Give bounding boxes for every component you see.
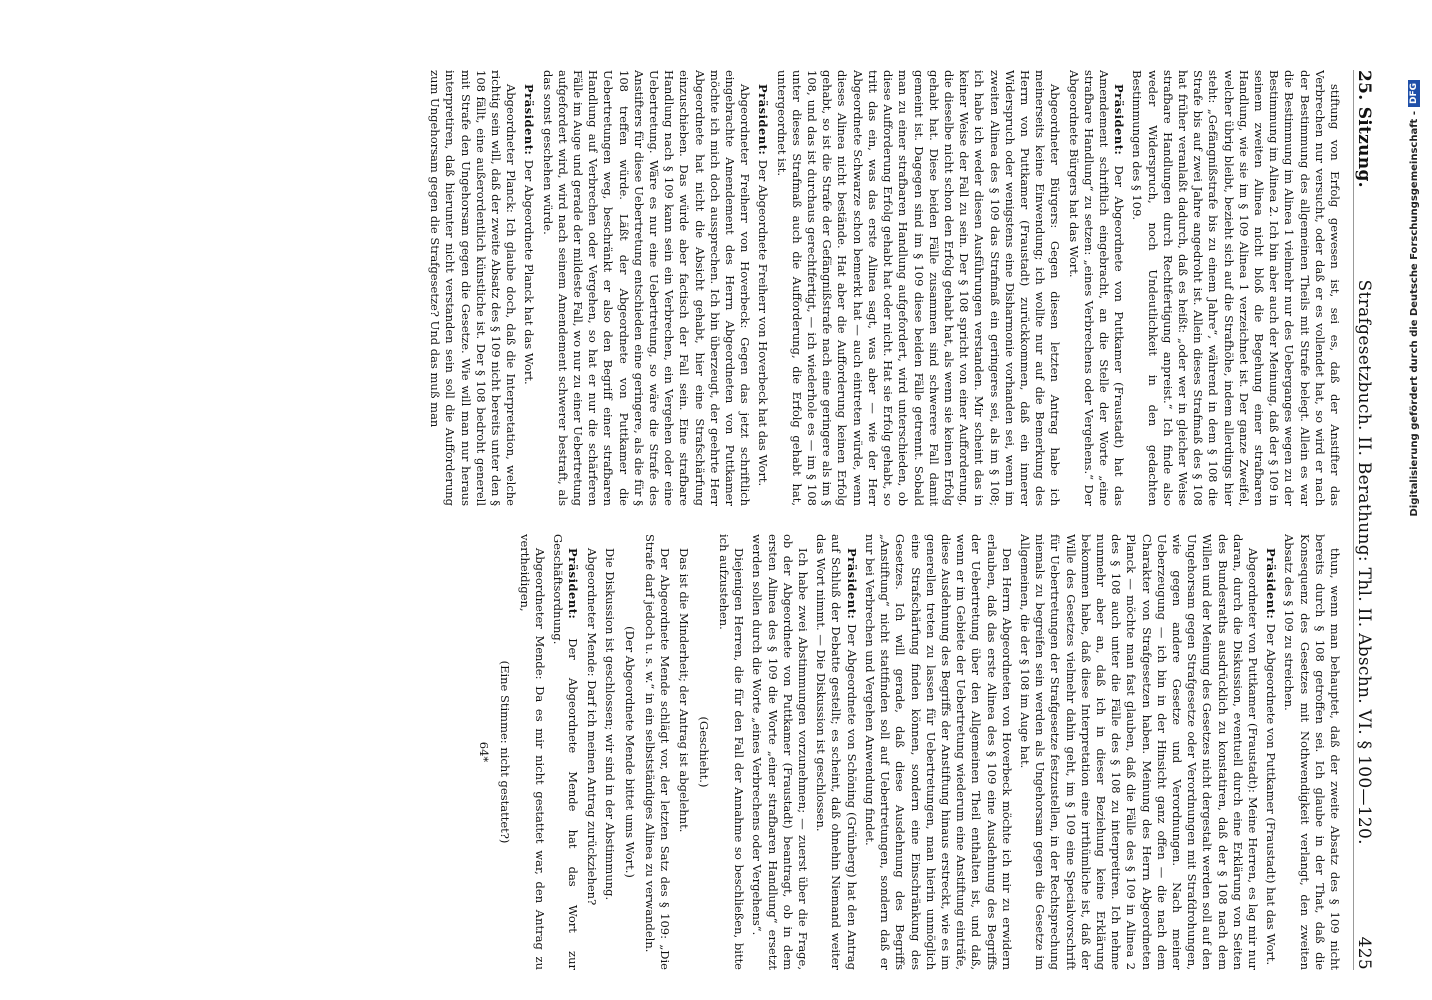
paragraph-text: (Der Abgeordnete Mende bittet ums Wort.) [623, 626, 638, 878]
paragraph-text: stiftung von Erfolg gewesen ist, sei es, daß der Anstifter das Verbrechen nur versucht, oder daß er es vollendet hat, so wird er nach der Bestimmung des allgemeinen Theils mit Strafe belegt. Allein es war die Bestimmung im Alinea 1 vielmehr nur des Ueberganges wegen zu der Bestimmung im Alinea 2. Ich bin aber auch der Meinung, daß der § 109 in seinem zweiten Alinea nicht bloß die Begehung einer strafbaren Handlung, wie sie im § 109 Alinea 1 verzeichnet ist. Der ganze Zweifel, welcher übrig bleibt, bezieht sich auf die Strafhöhe, indem allerdings hier steht: „Gefängnißstrafe bis zu einem Jahre“, während in dem § 108 die Strafe bis auf zwei Jahre angedroht ist. Allein dieses Strafmaß des § 108 hat früher veranlaßt dadurch, daß es heißt: „oder wer in gleicher Weise strafbare Handlungen durch Rechtfertigung anpreist.“ Ich finde also weder Widerspruch, noch Undeutlichkeit in den gedachten Bestimmungen des § 109. [1130, 70, 1342, 506]
paragraph-text: Abgeordneter Mende: Da es mir nicht gestattet war, den Antrag zu vertheidigen, [517, 534, 548, 970]
page-number: 425 [1354, 936, 1374, 970]
paragraph [521, 70, 536, 506]
right-column [52, 534, 1342, 970]
paragraph-text: Das ist die Minderheit; der Antrag ist abgelehnt. [676, 548, 691, 833]
centered-note [696, 534, 711, 970]
paragraph [813, 534, 859, 970]
paragraph [1263, 534, 1278, 970]
paragraph [642, 534, 672, 970]
paragraph [1281, 534, 1342, 970]
centered-note [476, 534, 491, 970]
speaker-label: Präsident: [1112, 84, 1127, 166]
paragraph [749, 534, 810, 970]
paragraph-text: Der Abgeordnete Mende schlägt vor, der letzten Satz des § 109: „Die Strafe darf jedoch u. s. w.“ in ein selbstständiges Alinea zu verwandeln. [643, 534, 673, 970]
paragraph-text: Der Abgeordnete von Puttkamer (Fraustadt) hat das Wort. [1264, 623, 1279, 966]
paragraph [675, 534, 690, 970]
paragraph [539, 70, 752, 506]
paragraph [755, 70, 770, 506]
paragraph [517, 534, 547, 970]
speaker-label: Präsident: [1264, 548, 1279, 624]
paragraph-text: Der Abgeordnete Mende hat das Wort zur Geschäftsordnung. [551, 534, 581, 970]
paragraph [1129, 70, 1342, 506]
paragraph-text: Ich habe zwei Abstimmungen vorzunehmen; — zuerst über die Frage, ob der Abgeordnete von Puttkamer (Fraustadt) beantragt, ob in dem ersten Alinea des § 109 die Worte „einer strafbaren Handlung“ ersetzt werden sollen durch die Worte „eines Verbrechens oder Vergehens“. [750, 534, 811, 970]
paragraph-text: Die Diskussion ist geschlossen; wir sind in der Abstimmung. [602, 548, 617, 901]
paragraph [1017, 534, 1260, 970]
page-header [1353, 70, 1394, 970]
session-label: 25. Sitzung. [1354, 70, 1374, 188]
rotated-page [44, 70, 1394, 970]
dfg-credit [1402, 80, 1426, 940]
speaker-label: Präsident: [756, 84, 771, 160]
paragraph [773, 70, 1062, 506]
paragraph-text: Abgeordneter Freiherr von Hoverbeck: Gegen das jetzt schriftlich eingebrachte Amendement des Herrn Abgeordneten von Puttkamer möchte ich mich doch aussprechen. Ich bin überzeugt, der geehrte Herr Abgeordnete hat nicht die Absicht gehabt, hier eine Strafschärfung einzuschieben. Das würde aber factisch der Fall sein. Eine strafbare Handlung nach § 109 kann sein ein Verbrechen, ein Vergehen oder eine Uebertretung. Wäre es nur eine Uebertretung, so wäre die Strafe des Anstifters für diese Uebertretung entschieden eine geringere, als die für § 108 treffen würde. Läßt der Abgeordnete von Puttkamer die Uebertretungen weg, beschränkt er also den Begriff einer strafbaren Handlung auf Verbrechen oder Vergehen, so hat er nur die schärferen Fälle im Auge und gerade der mildeste Fall, wo nur zu einer Uebertretung aufgefordert wird, wird nach seinem Amendement schwerer bestraft, als das sonst geschehen würde. [540, 70, 753, 506]
left-column [52, 70, 1342, 506]
paragraph-text: Der Abgeordnete Planck hat das Wort. [522, 159, 537, 385]
centered-note [622, 534, 637, 970]
paragraph [716, 534, 746, 970]
centered-note [496, 534, 511, 970]
speaker-label: Präsident: [844, 548, 859, 625]
paragraph [427, 70, 518, 506]
dfg-sidebar [1400, 80, 1424, 940]
paragraph-text: Abgeordneter Bürgers: Gegen diesen letzten Antrag habe ich meinerseits keine Einwendung; ich wollte nur auf die Bemerkung des Herrn von Puttkamer (Fraustadt) zurückkommen, daß ein innerer Widerspruch oder wenigstens eine Disharmonie vorhanden sei, wenn im zweiten Alinea des § 109 das Strafmaß ein geringeres sei, als im § 108; ich habe ich weder diesen Ausführungen verstanden. Mir scheint das in keiner Weise der Fall zu sein. Der § 108 spricht von einer Aufforderung, die dieselbe nicht schon den Erfolg gehabt hat, als wenn sie keinen Erfolg gehabt hat. Diese beiden Fälle zusammen sind schwerere Fall damit gemeint ist. Dagegen sind im § 109 diese beiden Fälle getrennt. Sobald man zu einer strafbaren Handlung aufgefordert, wird unterschieden, ob diese Aufforderung Erfolg gehabt hat oder nicht. Hat sie Erfolg gehabt, so tritt das ein, was das erste Alinea sagt, was aber — wie der Herr Abgeordnete Schwarze schon bemerkt hat — auch eintreten würde, wenn dieses Alinea nicht bestände. Hat aber die Aufforderung keinen Erfolg gehabt, so ist die Strafe der Gefängnißstrafe nach eine geringere als im § 108, und das ist durchaus gerechtfertigt, — ich wiederhole es — im § 108 unter dieses Strafmaß auch die Aufforderung, die Erfolg gehabt hat, untergeordnet ist. [774, 70, 1063, 506]
paragraph [550, 534, 580, 970]
paragraph [602, 534, 617, 970]
dfg-credit-text: Digitalisierung gefördert durch die Deutsche Forschungsgemeinschaft - [1408, 111, 1420, 517]
paragraph [583, 534, 598, 970]
paragraph [1065, 70, 1126, 506]
paragraph-text: Der Abgeordnete von Puttkamer (Fraustadt) hat das Amendement schriftlich eingebracht, an die Stelle der Worte „eine strafbare Handlung“ zu setzen: „eines Verbrechens oder Vergehens.“ Der Abgeordnete Bürgers hat das Wort. [1066, 70, 1127, 506]
page-title: Strafgesetzbuch. II. Berathung: Thl. II. Abschn. VI. § 100—120. [1354, 279, 1374, 845]
paragraph-text: (Eine Stimme: nicht gestattet?) [497, 660, 512, 844]
paragraph-text: Abgeordneter von Puttkamer (Fraustadt): Meine Herren, es lag mir nur daran, durch die Diskussion, eventuell durch eine Erklärung von Seiten des Bundesraths ausdrücklich zu konstatiren, daß der § 108 nach dem Willen und der Meinung des Gesetzes nicht dergestalt werden soll auf den Ungehorsam gegen Strafgesetze oder Verordnungen mit Strafdrohungen, wie gegen andere Gesetze und Verordnungen. Nach meiner Ueberzeugung — ich bin in der Hinsicht ganz offen — die nach dem Charakter von Strafgesetzen haben. Meinung des Herrn Abgeordneten Planck — möchte man fast glauben, daß die Fälle des § 109 in Alinea 2 des § 108 auch unter die Fälle des § 108 zu interpretiren. Ich nehme nunmehr aber an, daß ich in dieser Beziehung keine Erklärung bekommen habe, daß diese Interpretation eine irrthümliche ist, daß der Wille des Gesetzes vielmehr dahin geht, im § 109 eine Specialvorschrift für Uebertretungen der Strafgesetze festzustellen, in der Rechtsprechung niemals zu begreifen sein werden als Ungehorsam gegen die Gesetze im Allgemeinen, die der § 108 im Auge hat. [1017, 534, 1260, 970]
paragraph-text: Diejenigen Herren, die für den Fall der Annahme so beschließen, bitte ich aufzustehen. [717, 534, 747, 970]
paragraph-text: (Geschieht.) [696, 716, 711, 788]
paragraph-text: Abgeordneter Mende: Darf ich meinen Antrag zurückziehen? [584, 548, 599, 906]
paragraph-text: Der Abgeordnete Freiherr von Hoverbeck hat das Wort. [756, 159, 771, 487]
text-columns [52, 70, 1342, 970]
speaker-label: Präsident: [566, 548, 581, 639]
speaker-label: Präsident: [522, 84, 537, 160]
scanned-page-area [44, 70, 1394, 970]
paragraph-text: Der Abgeordnete von Schöning (Grünberg) hat den Antrag auf Schluß der Debatte gestellt; es scheint, daß ohnehin Niemand weiter das Wort nimmt. — Die Diskussion ist geschlossen. [814, 534, 859, 970]
paragraph-text: 64* [477, 741, 492, 763]
dfg-logo: DFG [1408, 80, 1420, 107]
paragraph-text: thun, wenn man behauptet, daß der zweite Absatz des § 109 nicht bereits durch § 108 getroffen sei. Ich glaube in der That, daß die Konsequenz des Gesetzes mit Nothwendigkeit verlangt, den zweiten Absatz des § 109 zu streichen. [1282, 534, 1342, 970]
paragraph-text: Abgeordneter Planck: Ich glaube doch, daß die Interpretation, welche richtig sein will, daß der zweite Absatz des § 109 nicht bereits unter den § 108 fällt, eine außerordentlich künstliche ist. Der § 108 bedroht generell mit Strafe den Ungehorsam gegen die Gesetze. Wie will man nur heraus interpretiren, daß hierunter nicht verstanden sein soll die Aufforderung zum Ungehorsam gegen die Strafgesetze? Und das muß man [428, 70, 519, 506]
paragraph-text: Den Herrn Abgeordneten von Hoverbeck möchte ich mir zu erwidern erlauben, daß das erste Alinea des § 109 eine Ausdehnung des Begriffs der Uebertretung über den Allgemeinen Theil enthalten ist, und daß, wenn er im Gebiete der Uebertretung wiederum eine Anstiftung einträfe, diese Ausdehnung des Begriffs der Anstiftung hinaus erstreckt, wie es im generellen treten zu lassen für Uebertretungen, man hierin unmöglich eine Strafschärfung finden können, sondern eine Einschränkung des Gesetzes. Ich will gerade, daß diese Ausdehnung des Begriffs „Anstiftung“ nicht stattfinden soll auf Uebertretungen, sondern daß er nur bei Verbrechen und Vergehen Anwendung findet. [862, 534, 1014, 970]
paragraph [862, 534, 1014, 970]
